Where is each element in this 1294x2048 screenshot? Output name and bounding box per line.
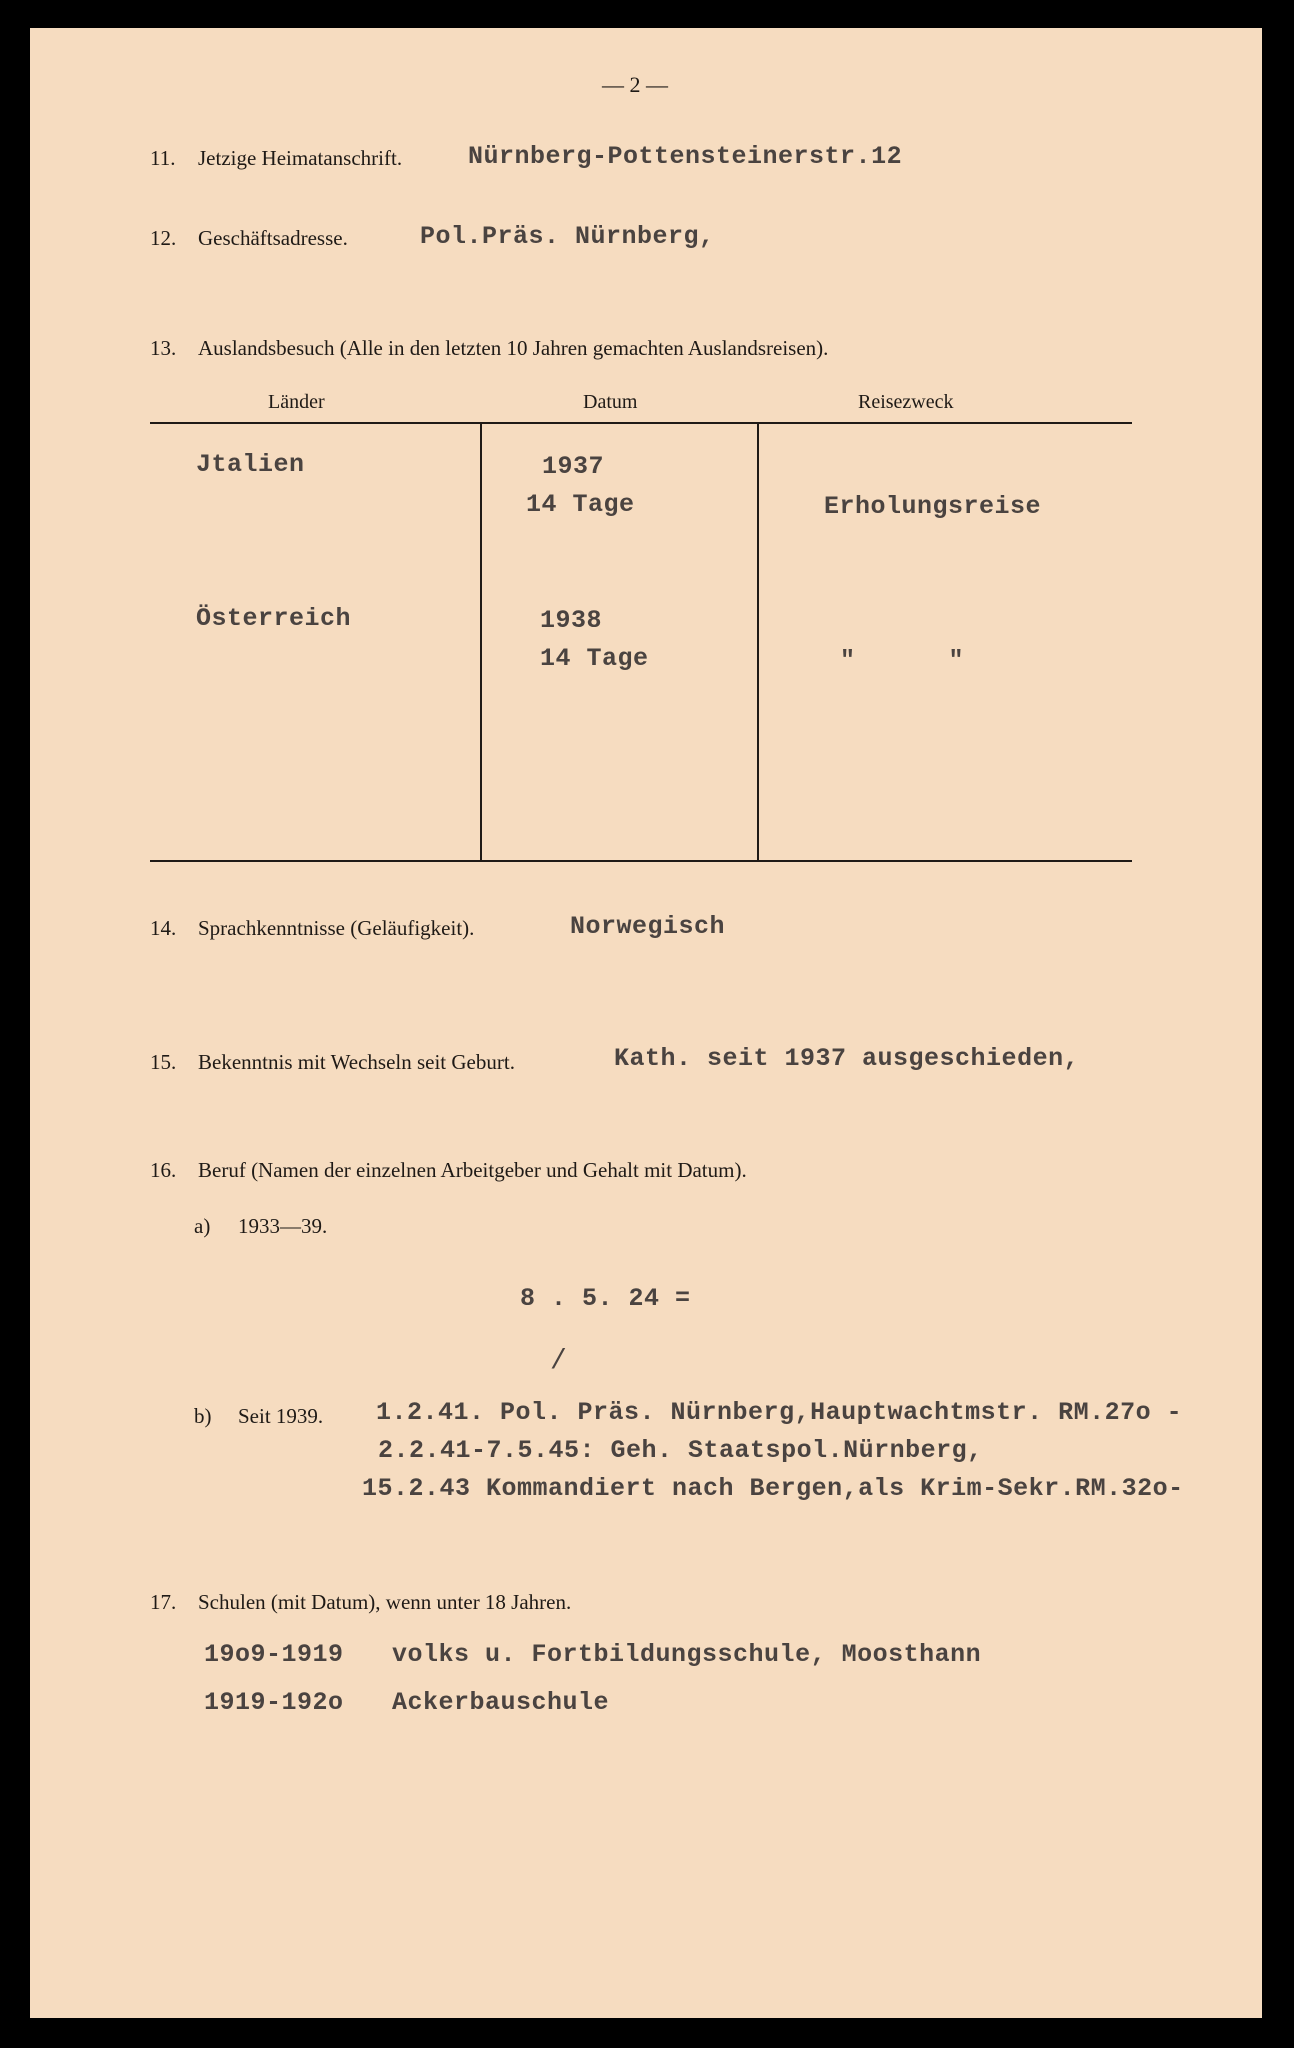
field-label: Beruf (Namen der einzelnen Arbeitgeber und Gehalt mit Datum). [198,1158,747,1182]
table-header-date: Datum [583,391,638,413]
field-label: Sprachkenntnisse (Geläufigkeit). [198,916,475,940]
table-column-divider [757,424,759,860]
employment-line: 1.2.41. Pol. Präs. Nürnberg,Hauptwachtmstr. RM.27o - [376,1398,1183,1427]
religion-value: Kath. seit 1937 ausgeschieden, [614,1044,1080,1073]
table-cell-duration: 14 Tage [526,490,635,519]
school-name: volks u. Fortbildungsschule, Moosthann [392,1640,982,1669]
item-number: 13. [150,336,177,360]
table-cell-duration: 14 Tage [540,644,649,673]
table-cell-year: 1938 [540,606,603,635]
item-number: 12. [150,226,177,250]
sub-item-letter: b) [194,1404,212,1428]
slash-mark: / [550,1346,568,1377]
employment-line: 2.2.41-7.5.45: Geh. Staatspol.Nürnberg, [378,1436,983,1465]
employment-line: 15.2.43 Kommandiert nach Bergen,als Krim-Sekr.RM.32o- [362,1474,1184,1503]
field-label: Geschäftsadresse. [198,226,348,250]
table-cell-purpose-ditto: " " [840,646,965,675]
field-label: Jetzige Heimatanschrift. [198,146,403,170]
item-17-label [150,1590,571,1615]
item-15-label [150,1050,515,1075]
school-years: 1919-192o [204,1688,344,1717]
school-years: 19o9-1919 [204,1640,344,1669]
item-16a-value: 8 . 5. 24 = [520,1284,691,1313]
item-number: 15. [150,1050,177,1074]
field-label: Auslandsbesuch (Alle in den letzten 10 Jahren gemachten Auslandsreisen). [198,336,829,360]
table-cell-country: Jtalien [196,450,305,479]
table-column-divider [480,424,482,860]
sub-item-period: 1933—39. [238,1214,328,1238]
item-number: 16. [150,1158,177,1182]
item-12-label [150,226,348,251]
item-14-label [150,916,474,941]
table-header-purpose: Reisezweck [858,391,954,413]
item-number: 17. [150,1590,177,1614]
languages-value: Norwegisch [570,912,726,941]
table-cell-country: Österreich [196,604,352,633]
document-page [30,28,1262,2018]
item-13-label [150,336,828,361]
item-number: 11. [150,146,176,170]
table-bottom-rule [150,860,1132,862]
sub-item-letter: a) [194,1214,211,1238]
field-label: Schulen (mit Datum), wenn unter 18 Jahren. [198,1590,572,1614]
school-name: Ackerbauschule [392,1688,610,1717]
field-label: Bekenntnis mit Wechseln seit Geburt. [198,1050,515,1074]
item-16-label [150,1158,747,1183]
business-address-value: Pol.Präs. Nürnberg, [420,222,715,251]
page-number: — 2 — [602,72,668,97]
sub-item-period: Seit 1939. [238,1404,324,1428]
item-number: 14. [150,916,177,940]
item-16b-label [194,1404,323,1429]
item-11-label [150,146,402,171]
table-cell-purpose: Erholungsreise [824,492,1042,521]
table-header-countries: Länder [268,391,325,413]
table-cell-year: 1937 [542,452,605,481]
table-top-rule [150,422,1132,424]
item-16a-label [194,1214,327,1239]
home-address-value: Nürnberg-Pottensteinerstr.12 [468,142,903,171]
